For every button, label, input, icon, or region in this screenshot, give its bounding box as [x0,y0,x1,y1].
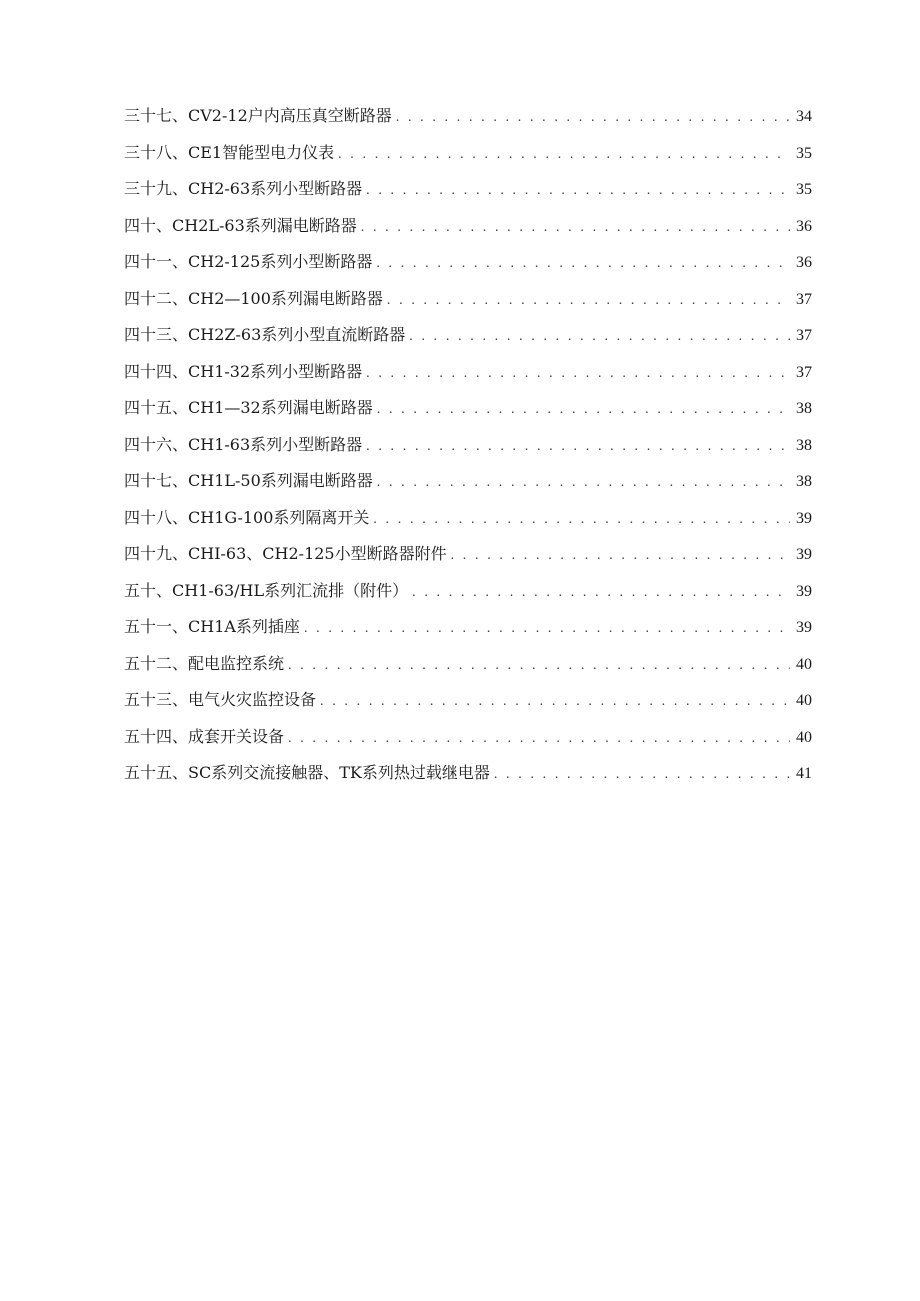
toc-entry[interactable] [124,761,812,798]
toc-dot-leader [366,435,790,459]
toc-dot-leader [288,654,790,678]
toc-entry-title: 三十八、CE1智能型电力仪表 [124,142,335,162]
toc-entry[interactable] [124,250,812,287]
toc-entry-page: 40 [796,692,812,709]
toc-entry[interactable] [124,688,812,725]
toc-entry-page: 39 [796,619,812,636]
toc-entry-title: 三十七、CV2-12户内高压真空断路器 [124,106,392,125]
toc-entry[interactable] [124,177,812,214]
toc-entry[interactable] [124,615,812,652]
toc-entry[interactable] [124,214,812,251]
toc-entry-title: 五十三、电气火灾监控设备 [124,690,317,709]
toc-entry-page: 35 [796,144,812,162]
toc-dot-leader [494,763,790,787]
toc-dot-leader [361,216,790,240]
toc-entry[interactable] [124,433,812,470]
toc-entry[interactable] [124,141,812,178]
toc-entry[interactable] [124,579,812,616]
toc-entry-title: 四十五、CH1—32系列漏电断路器 [124,398,373,417]
toc-entry[interactable] [124,506,812,543]
toc-dot-leader [377,471,790,495]
toc-dot-leader [304,617,790,641]
toc-dot-leader [396,106,790,130]
toc-entry-page: 39 [796,509,812,527]
toc-entry-page: 38 [796,400,812,417]
toc-entry-page: 40 [796,728,812,746]
toc-dot-leader [366,362,790,386]
toc-entry-page: 39 [796,546,812,563]
toc-entry[interactable] [124,542,812,579]
toc-dot-leader [451,544,790,568]
toc-entry[interactable] [124,469,812,506]
toc-dot-leader [376,252,790,276]
table-of-contents [124,104,812,798]
toc-entry-page: 38 [796,436,812,454]
toc-entry-page: 36 [796,254,812,271]
toc-entry-title: 四十、CH2L-63系列漏电断路器 [124,215,357,235]
toc-entry-title: 四十四、CH1-32系列小型断路器 [124,361,363,381]
toc-entry[interactable] [124,652,812,689]
toc-dot-leader [366,179,790,203]
toc-dot-leader [377,398,790,422]
toc-entry[interactable] [124,287,812,324]
toc-entry-title: 四十九、CHI-63、CH2-125小型断路器附件 [124,544,447,563]
toc-dot-leader [373,508,790,532]
toc-dot-leader [320,690,790,714]
toc-entry-page: 41 [796,765,812,782]
toc-entry-title: 四十七、CH1L-50系列漏电断路器 [124,471,373,490]
toc-dot-leader [409,325,790,349]
toc-entry-page: 37 [796,290,812,308]
toc-entry-page: 37 [796,327,812,344]
toc-entry-title: 五十二、配电监控系统 [124,653,285,673]
toc-entry-title: 四十六、CH1-63系列小型断路器 [124,434,363,454]
toc-entry-page: 38 [796,473,812,490]
toc-entry-page: 35 [796,181,812,198]
toc-entry[interactable] [124,360,812,397]
toc-entry-page: 40 [796,655,812,673]
toc-entry[interactable] [124,396,812,433]
toc-entry-title: 四十一、CH2-125系列小型断路器 [124,252,373,271]
toc-dot-leader [387,289,790,313]
toc-entry-title: 五十五、SC系列交流接触器、TK系列热过载继电器 [124,763,490,782]
toc-entry-title: 四十三、CH2Z-63系列小型直流断路器 [124,325,406,344]
toc-entry[interactable] [124,725,812,762]
toc-dot-leader [288,727,790,751]
toc-entry-title: 五十一、CH1A系列插座 [124,617,300,636]
toc-entry[interactable] [124,104,812,141]
toc-entry-page: 36 [796,217,812,235]
toc-dot-leader [338,143,790,167]
toc-dot-leader [412,581,790,605]
toc-entry-page: 39 [796,582,812,600]
toc-entry-title: 五十四、成套开关设备 [124,726,285,746]
toc-entry-title: 五十、CH1-63/HL系列汇流排（附件） [124,580,409,600]
toc-entry[interactable] [124,323,812,360]
toc-entry-title: 四十八、CH1G-100系列隔离开关 [124,507,370,527]
toc-entry-title: 三十九、CH2-63系列小型断路器 [124,179,363,198]
toc-entry-page: 37 [796,363,812,381]
toc-entry-title: 四十二、CH2—100系列漏电断路器 [124,288,383,308]
toc-entry-page: 34 [796,108,812,125]
